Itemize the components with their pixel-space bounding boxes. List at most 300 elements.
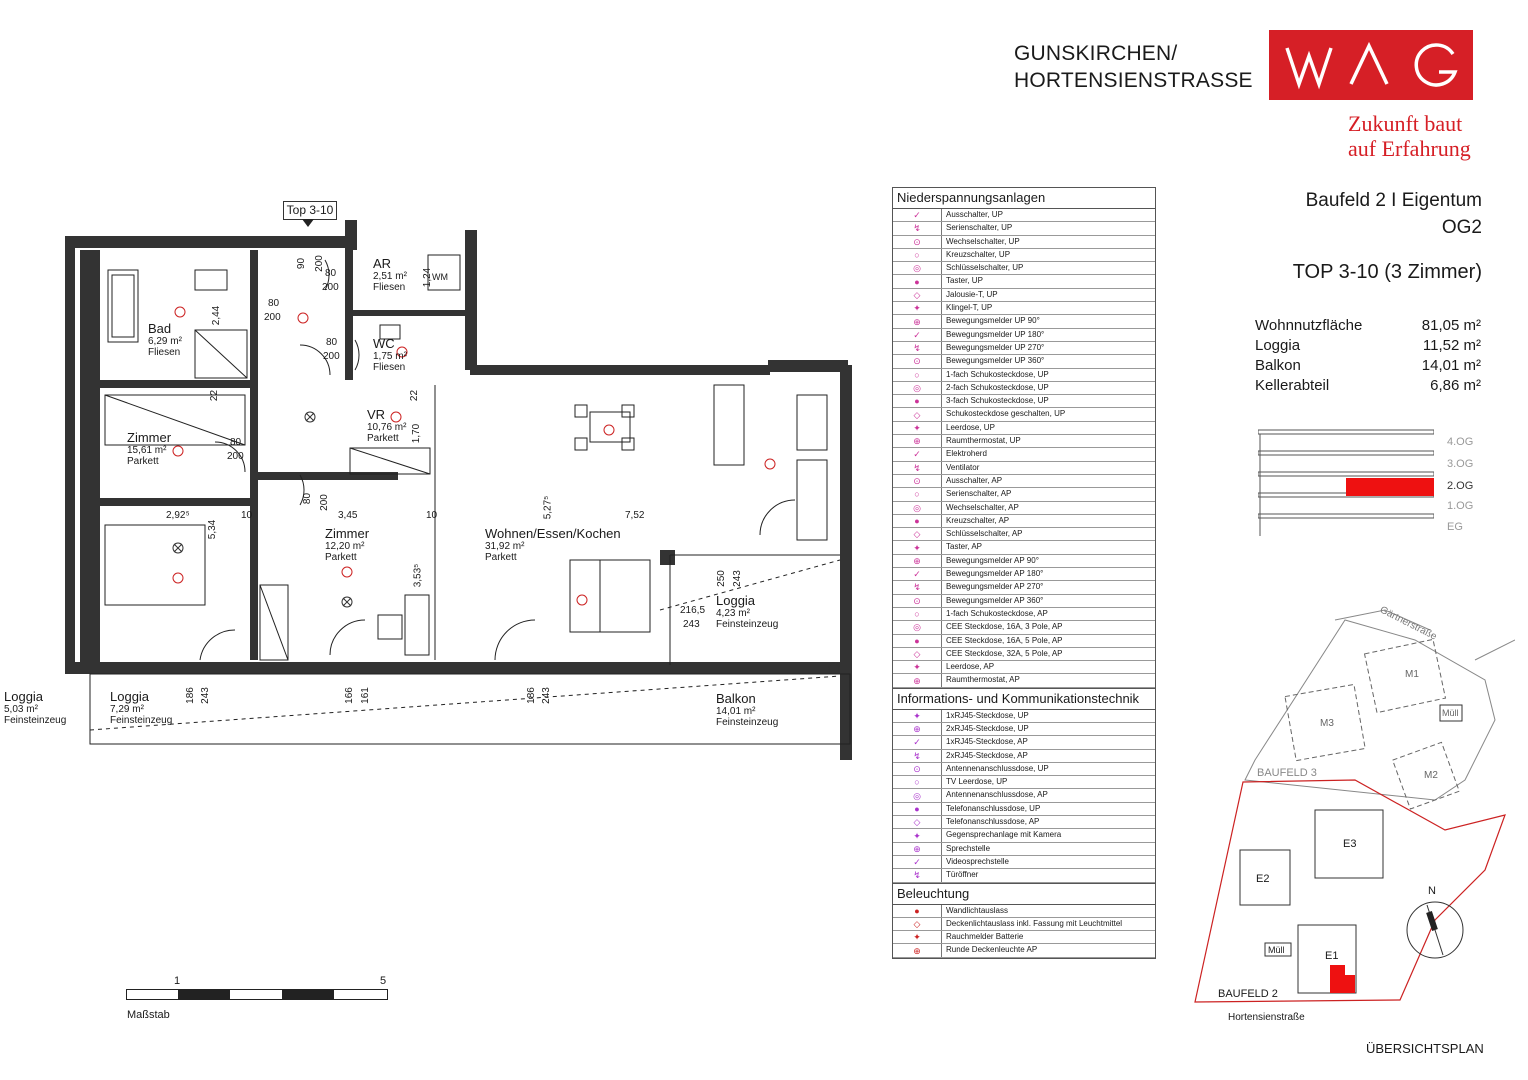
- top-marker-arrow-icon: [302, 219, 314, 227]
- floor-eg: EG: [1447, 521, 1463, 533]
- legend-item-label: Telefonanschlussdose, UP: [946, 803, 1041, 813]
- dim-label: 250: [715, 570, 727, 587]
- legend-row: [893, 674, 1155, 687]
- legend-row: [893, 448, 1155, 461]
- room-area: 6,29 m²: [148, 336, 182, 347]
- legend-item-label: 1xRJ45-Steckdose, UP: [946, 710, 1029, 720]
- dim-label: 5,34: [207, 519, 219, 540]
- area-row: [1255, 357, 1481, 377]
- legend-symbol-icon: ○: [893, 776, 942, 788]
- legend-item-label: Taster, UP: [946, 276, 983, 286]
- baufeld-2-outline: [1195, 780, 1505, 1002]
- room-area: 1,75 m²: [373, 351, 407, 362]
- room-area: 14,01 m²: [716, 706, 756, 717]
- street-label: Hortensienstraße: [1228, 1012, 1305, 1023]
- dim-label: 216,5: [680, 605, 706, 616]
- legend-row: [893, 369, 1155, 382]
- legend-row: [893, 462, 1155, 475]
- legend-row: [893, 475, 1155, 488]
- floor-plan: [60, 190, 870, 760]
- legend-symbol-icon: ✓: [893, 736, 942, 748]
- north-label: N: [1428, 885, 1436, 897]
- legend-row: [893, 289, 1155, 302]
- legend-symbol-icon: ✦: [893, 829, 942, 841]
- legend-item-label: Bewegungsmelder UP 90°: [946, 316, 1040, 326]
- room-area: 4,23 m²: [716, 608, 750, 619]
- legend-symbol-icon: ⊙: [893, 475, 942, 487]
- legend-item-label: Bewegungsmelder UP 270°: [946, 342, 1045, 352]
- area-table: [1255, 317, 1481, 397]
- legend-row: [893, 329, 1155, 342]
- room-area: 10,76 m²: [367, 422, 407, 433]
- room-name: Balkon: [716, 691, 756, 706]
- legend-symbol-icon: ✓: [893, 568, 942, 580]
- wag-logo: [1269, 30, 1473, 100]
- legend-row: [893, 869, 1155, 882]
- dim-label: 22: [209, 389, 221, 402]
- building-label: M2: [1424, 770, 1438, 781]
- legend-row: [893, 422, 1155, 435]
- scale-label: Maßstab: [127, 1009, 170, 1021]
- room-name: AR: [373, 256, 392, 271]
- legend-row: [893, 816, 1155, 829]
- current-floor-highlight: [1346, 478, 1434, 496]
- room-area: 31,92 m²: [485, 541, 525, 552]
- dim-label: 200: [264, 312, 281, 323]
- room-vr: [367, 408, 406, 444]
- floor-stack-diagram: [1258, 428, 1434, 540]
- legend-section-title: Informations- und Kommunikationstechnik: [893, 688, 1155, 710]
- legend-symbol-icon: ◇: [893, 408, 942, 420]
- legend-row: [893, 528, 1155, 541]
- area-value: 6,86 m²: [1430, 377, 1481, 394]
- legend-symbol-icon: ⊕: [893, 843, 942, 855]
- legend-symbol-icon: ↯: [893, 581, 942, 593]
- legend-item-label: Schlüsselschalter, UP: [946, 263, 1024, 273]
- legend-symbol-icon: ⊕: [893, 555, 942, 567]
- dim-label: 200: [318, 494, 330, 511]
- site-plan: [1185, 600, 1515, 1020]
- project-title-line1: GUNSKIRCHEN/: [1014, 42, 1178, 65]
- room-floor: Fliesen: [373, 282, 406, 293]
- area-label: Wohnnutzfläche: [1255, 317, 1363, 334]
- legend-row: [893, 209, 1155, 222]
- area-label: Balkon: [1255, 357, 1301, 374]
- legend-symbol-icon: ✦: [893, 710, 942, 722]
- legend-symbol-icon: ✦: [893, 541, 942, 553]
- legend-item-label: Ausschalter, UP: [946, 210, 1003, 219]
- dim-label: 200: [227, 451, 244, 462]
- legend-row: [893, 342, 1155, 355]
- dim-label: 80: [302, 492, 314, 505]
- room-area: 7,29 m²: [110, 704, 144, 715]
- room-name: Loggia: [110, 689, 150, 704]
- legend-row: [893, 382, 1155, 395]
- dim-label: 80: [326, 337, 338, 348]
- tagline: [1348, 111, 1471, 161]
- room-floor: Parkett: [325, 552, 357, 563]
- dim-label: 200: [322, 282, 339, 293]
- legend-symbol-icon: ⊕: [893, 315, 942, 327]
- legend-item-label: 1-fach Schukosteckdose, AP: [946, 608, 1048, 618]
- room-floor: Feinsteinzeug: [110, 715, 173, 726]
- building-label: E3: [1343, 838, 1357, 850]
- dim-label: 10: [241, 510, 253, 521]
- legend-row: [893, 355, 1155, 368]
- dim-label: 2,92⁵: [166, 510, 190, 521]
- legend-item-label: Ventilator: [946, 462, 980, 472]
- legend-symbol-icon: ✦: [893, 661, 942, 673]
- tagline-line2: auf Erfahrung: [1348, 136, 1471, 161]
- legend-item-label: Gegensprechanlage mit Kamera: [946, 830, 1062, 840]
- electrical-legend: [892, 187, 1156, 959]
- dim-label: 5,27⁵: [542, 495, 554, 520]
- street-label: Gärtnerstraße: [1377, 604, 1439, 643]
- building-label: Müll: [1442, 708, 1459, 718]
- legend-symbol-icon: ⊕: [893, 944, 942, 956]
- dim-label: 1,24: [422, 267, 434, 288]
- legend-item-label: Bewegungsmelder AP 90°: [946, 555, 1039, 565]
- legend-row: [893, 736, 1155, 749]
- legend-symbol-icon: ●: [893, 905, 942, 917]
- legend-symbol-icon: ●: [893, 515, 942, 527]
- legend-item-label: 2-fach Schukosteckdose, UP: [946, 382, 1049, 392]
- legend-item-label: Jalousie-T, UP: [946, 289, 998, 299]
- room-floor: Feinsteinzeug: [716, 717, 779, 728]
- scale-tick: 1: [174, 975, 181, 987]
- legend-item-label: CEE Steckdose, 32A, 5 Pole, AP: [946, 648, 1063, 658]
- legend-row: [893, 568, 1155, 581]
- legend-row: [893, 408, 1155, 421]
- room-name: Zimmer: [127, 430, 172, 445]
- room-area: 2,51 m²: [373, 271, 407, 282]
- legend-row: [893, 843, 1155, 856]
- legend-symbol-icon: ○: [893, 369, 942, 381]
- legend-item-label: 1-fach Schukosteckdose, UP: [946, 369, 1049, 379]
- room-floor: Fliesen: [373, 362, 406, 373]
- legend-symbol-icon: ○: [893, 608, 942, 620]
- dim-label: 90: [296, 257, 308, 270]
- legend-row: [893, 275, 1155, 288]
- legend-row: [893, 776, 1155, 789]
- dim-label: 243: [731, 570, 743, 587]
- floor-stack-graphic: [1258, 428, 1434, 540]
- unit-summary-header: [1293, 189, 1482, 284]
- floor-2og: 2.OG: [1447, 480, 1474, 492]
- baufeld-label: BAUFELD 3: [1257, 767, 1317, 779]
- legend-symbol-icon: ◇: [893, 289, 942, 301]
- legend-item-label: Antennenanschlussdose, UP: [946, 763, 1049, 773]
- legend-section-title: Beleuchtung: [893, 883, 1155, 905]
- legend-item-label: Videosprechstelle: [946, 856, 1010, 866]
- room-bad: [148, 322, 182, 358]
- legend-symbol-icon: ✓: [893, 209, 942, 221]
- dim-label: 243: [540, 687, 552, 704]
- project-title-line2: HORTENSIENSTRASSE: [1014, 69, 1253, 92]
- legend-symbol-icon: ◇: [893, 648, 942, 660]
- area-row: [1255, 317, 1481, 337]
- dim-label: 186: [525, 687, 537, 704]
- legend-row: [893, 502, 1155, 515]
- room-area: 5,03 m²: [4, 704, 38, 715]
- room-zimmer-2: [325, 527, 369, 563]
- room-name: WC: [373, 336, 395, 351]
- legend-item-label: Bewegungsmelder AP 180°: [946, 569, 1044, 579]
- room-ar: [373, 257, 407, 293]
- legend-symbol-icon: ●: [893, 635, 942, 647]
- top-marker: Top 3-10: [283, 201, 337, 220]
- legend-item-label: Wechselschalter, AP: [946, 502, 1019, 512]
- legend-symbol-icon: ◎: [893, 502, 942, 514]
- top-label: TOP 3-10 (3 Zimmer): [1292, 261, 1482, 283]
- legend-symbol-icon: ◇: [893, 528, 942, 540]
- legend-item-label: Schlüsselschalter, AP: [946, 529, 1023, 539]
- room-loggia-1: [716, 594, 778, 630]
- legend-row: [893, 262, 1155, 275]
- legend-symbol-icon: ◇: [893, 918, 942, 930]
- legend-row: [893, 595, 1155, 608]
- legend-row: [893, 249, 1155, 262]
- legend-symbol-icon: ●: [893, 395, 942, 407]
- area-value: 11,52 m²: [1422, 337, 1481, 354]
- wag-logo-mark: [1269, 30, 1473, 100]
- legend-symbol-icon: ⊙: [893, 236, 942, 248]
- room-name: Bad: [148, 321, 172, 336]
- legend-symbol-icon: ↯: [893, 462, 942, 474]
- legend-symbol-icon: ⊙: [893, 595, 942, 607]
- legend-row: [893, 931, 1155, 944]
- legend-row: [893, 555, 1155, 568]
- legend-symbol-icon: ✓: [893, 856, 942, 868]
- scale-tick: 5: [380, 975, 387, 987]
- tagline-line1: Zukunft baut: [1348, 111, 1463, 136]
- room-floor: Fliesen: [148, 347, 181, 358]
- area-row: [1255, 337, 1481, 357]
- legend-row: [893, 789, 1155, 802]
- building-label: E2: [1256, 873, 1270, 885]
- legend-row: [893, 803, 1155, 816]
- room-name: Loggia: [716, 593, 756, 608]
- legend-symbol-icon: ⊕: [893, 723, 942, 735]
- legend-symbol-icon: ↯: [893, 750, 942, 762]
- legend-row: [893, 435, 1155, 448]
- legend-row: [893, 315, 1155, 328]
- legend-symbol-icon: ⊕: [893, 674, 942, 686]
- dim-label: 161: [359, 687, 371, 704]
- north-arrow-icon: [1407, 902, 1463, 958]
- legend-symbol-icon: ◎: [893, 789, 942, 801]
- legend-row: [893, 302, 1155, 315]
- building-label: M1: [1405, 669, 1419, 680]
- legend-symbol-icon: ↯: [893, 869, 942, 881]
- legend-item-label: Elektroherd: [946, 449, 987, 459]
- room-floor: Parkett: [127, 456, 159, 467]
- room-name: Loggia: [4, 689, 44, 704]
- room-area: 12,20 m²: [325, 541, 365, 552]
- legend-item-label: Bewegungsmelder UP 180°: [946, 329, 1045, 339]
- legend-item-label: Schukosteckdose geschalten, UP: [946, 409, 1066, 419]
- area-value: 14,01 m²: [1421, 357, 1481, 374]
- legend-item-label: Deckenlichtauslass inkl. Fassung mit Leuchtmittel: [946, 918, 1123, 928]
- room-zimmer-1: [127, 431, 171, 467]
- building-label: M3: [1320, 718, 1334, 729]
- legend-item-label: Kreuzschalter, UP: [946, 249, 1011, 259]
- floor-1og: 1.OG: [1447, 500, 1474, 512]
- legend-row: [893, 635, 1155, 648]
- washer-label: WM: [432, 272, 448, 282]
- legend-row: [893, 918, 1155, 931]
- legend-item-label: Kreuzschalter, AP: [946, 515, 1010, 525]
- legend-section-title: Niederspannungsanlagen: [893, 188, 1155, 209]
- legend-symbol-icon: ●: [893, 275, 942, 287]
- legend-item-label: Leerdose, UP: [946, 422, 995, 432]
- legend-symbol-icon: ●: [893, 803, 942, 815]
- legend-symbol-icon: ◇: [893, 816, 942, 828]
- legend-item-label: 2xRJ45-Steckdose, UP: [946, 723, 1029, 733]
- legend-symbol-icon: ⊙: [893, 763, 942, 775]
- legend-row: [893, 661, 1155, 674]
- legend-item-label: Wandlichtauslass: [946, 905, 1008, 915]
- legend-row: [893, 829, 1155, 842]
- dim-label: 7,52: [625, 510, 645, 521]
- room-floor: Feinsteinzeug: [4, 715, 67, 726]
- dim-label: 243: [199, 687, 211, 704]
- dim-label: 186: [184, 687, 196, 704]
- legend-symbol-icon: ✦: [893, 931, 942, 943]
- legend-row: [893, 723, 1155, 736]
- legend-row: [893, 944, 1155, 957]
- area-label: Loggia: [1255, 337, 1301, 354]
- legend-row: [893, 648, 1155, 661]
- room-wc: [373, 337, 407, 373]
- room-floor: Parkett: [367, 433, 399, 444]
- dim-label: 3,45: [338, 510, 358, 521]
- legend-item-label: CEE Steckdose, 16A, 5 Pole, AP: [946, 635, 1063, 645]
- dim-label: 200: [313, 255, 325, 272]
- legend-item-label: 2xRJ45-Steckdose, AP: [946, 750, 1028, 760]
- legend-item-label: Serienschalter, UP: [946, 223, 1013, 233]
- legend-symbol-icon: ✦: [893, 302, 942, 314]
- legend-row: [893, 750, 1155, 763]
- legend-symbol-icon: ↯: [893, 222, 942, 234]
- dim-label: 80: [325, 268, 337, 279]
- legend-symbol-icon: ○: [893, 249, 942, 261]
- legend-item-label: Klingel-T, UP: [946, 303, 993, 313]
- legend-row: [893, 488, 1155, 501]
- floor-label: OG2: [1441, 217, 1482, 238]
- legend-item-label: Sprechstelle: [946, 843, 991, 853]
- legend-symbol-icon: ↯: [893, 342, 942, 354]
- dim-label: 166: [343, 687, 355, 704]
- legend-item-label: Ausschalter, AP: [946, 475, 1003, 485]
- legend-row: [893, 608, 1155, 621]
- dim-label: 80: [268, 298, 280, 309]
- legend-item-label: 1xRJ45-Steckdose, AP: [946, 737, 1028, 747]
- legend-symbol-icon: ✓: [893, 448, 942, 460]
- current-unit-highlight: [1330, 965, 1355, 993]
- baufeld-label: BAUFELD 2: [1218, 988, 1278, 1000]
- legend-item-label: Serienschalter, AP: [946, 489, 1012, 499]
- room-wohnen: [485, 527, 621, 563]
- legend-row: [893, 856, 1155, 869]
- dim-label: 2,44: [211, 305, 223, 326]
- legend-row: [893, 763, 1155, 776]
- legend-row: [893, 222, 1155, 235]
- room-loggia-2: [110, 690, 172, 726]
- area-label: Kellerabteil: [1255, 377, 1330, 394]
- dim-label: 1,70: [411, 423, 423, 444]
- legend-symbol-icon: ○: [893, 488, 942, 500]
- dim-label: 10: [426, 510, 438, 521]
- legend-symbol-icon: ◎: [893, 262, 942, 274]
- legend-row: [893, 541, 1155, 554]
- legend-item-label: Türöffner: [946, 870, 979, 880]
- legend-item-label: Raumthermostat, UP: [946, 436, 1021, 446]
- legend-item-label: Bewegungsmelder UP 360°: [946, 356, 1045, 366]
- legend-row: [893, 395, 1155, 408]
- room-loggia-3: [4, 690, 66, 726]
- site-plan-caption: ÜBERSICHTSPLAN: [1366, 1041, 1484, 1056]
- legend-item-label: Runde Deckenleuchte AP: [946, 945, 1038, 955]
- legend-symbol-icon: ✦: [893, 422, 942, 434]
- legend-item-label: 3-fach Schukosteckdose, UP: [946, 396, 1049, 406]
- legend-row: [893, 236, 1155, 249]
- legend-row: [893, 581, 1155, 594]
- legend-item-label: Wechselschalter, UP: [946, 236, 1020, 246]
- legend-item-label: Leerdose, AP: [946, 662, 995, 672]
- area-value: 81,05 m²: [1421, 317, 1481, 334]
- legend-item-label: Antennenanschlussdose, AP: [946, 790, 1048, 800]
- floor-4og: 4.OG: [1447, 436, 1474, 448]
- scale-bar: [126, 989, 388, 1001]
- legend-symbol-icon: ◎: [893, 382, 942, 394]
- legend-row: [893, 515, 1155, 528]
- legend-symbol-icon: ⊕: [893, 435, 942, 447]
- legend-symbol-icon: ✓: [893, 329, 942, 341]
- legend-item-label: Raumthermostat, AP: [946, 675, 1020, 685]
- legend-item-label: Bewegungsmelder AP 270°: [946, 582, 1044, 592]
- room-floor: Parkett: [485, 552, 517, 563]
- room-name: Wohnen/Essen/Kochen: [485, 526, 621, 541]
- dim-label: 22: [409, 389, 421, 402]
- legend-row: [893, 621, 1155, 634]
- room-name: VR: [367, 407, 386, 422]
- legend-item-label: TV Leerdose, UP: [946, 777, 1008, 787]
- legend-symbol-icon: ⊙: [893, 355, 942, 367]
- floor-3og: 3.OG: [1447, 458, 1474, 470]
- legend-row: [893, 710, 1155, 723]
- building-label: E1: [1325, 950, 1339, 962]
- legend-item-label: Taster, AP: [946, 542, 983, 552]
- area-row: [1255, 377, 1481, 397]
- legend-item-label: CEE Steckdose, 16A, 3 Pole, AP: [946, 622, 1063, 632]
- legend-item-label: Bewegungsmelder AP 360°: [946, 595, 1044, 605]
- baufeld-label: Baufeld 2 I Eigentum: [1305, 190, 1482, 211]
- room-area: 15,61 m²: [127, 445, 167, 456]
- dim-label: 243: [683, 619, 700, 630]
- building-label: Müll: [1268, 945, 1285, 955]
- legend-row: [893, 905, 1155, 918]
- room-floor: Feinsteinzeug: [716, 619, 779, 630]
- legend-item-label: Rauchmelder Batterie: [946, 932, 1024, 942]
- dim-label: 200: [323, 351, 340, 362]
- project-title: [1014, 40, 1253, 94]
- dim-label: 80: [230, 437, 242, 448]
- dim-label: 3,53⁵: [412, 563, 424, 588]
- legend-symbol-icon: ◎: [893, 621, 942, 633]
- room-name: Zimmer: [325, 526, 370, 541]
- legend-item-label: Telefonanschlussdose, AP: [946, 817, 1040, 827]
